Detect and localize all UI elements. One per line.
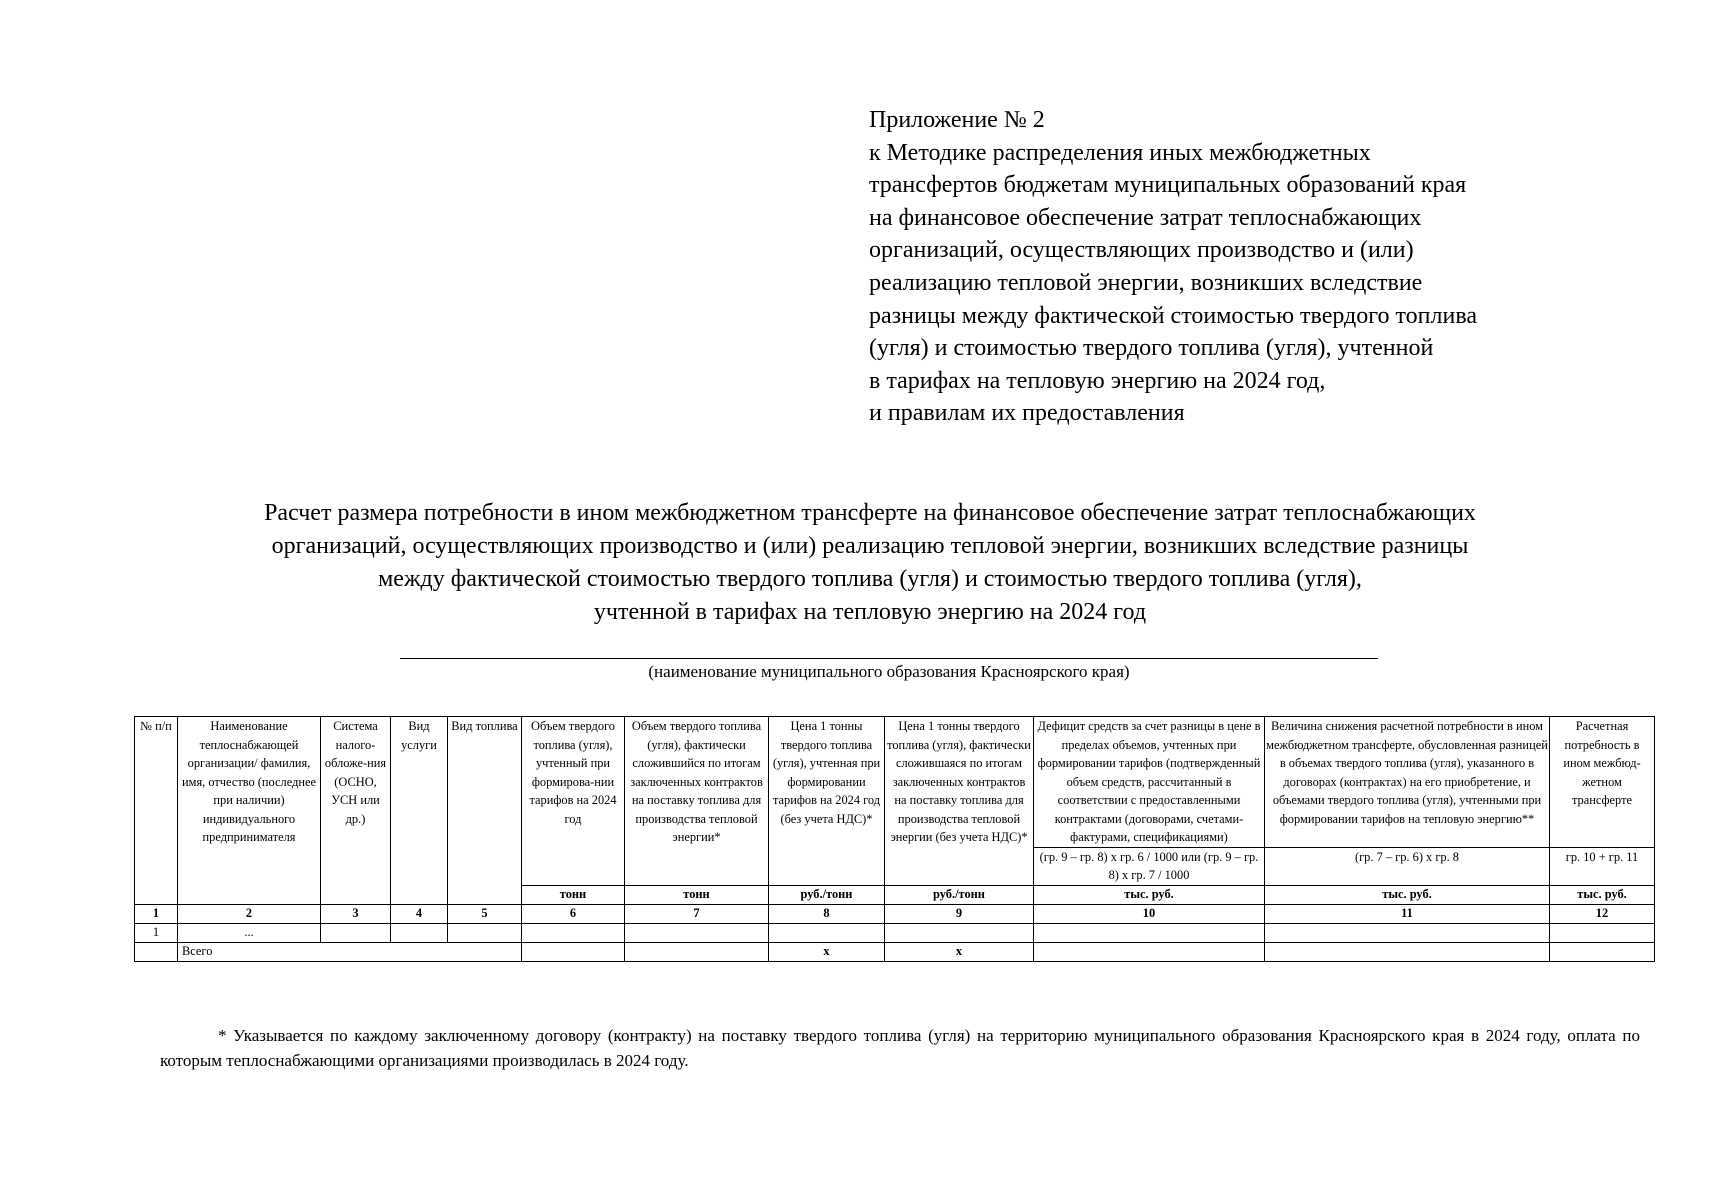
appendix-line: на финансовое обеспечение затрат теплоснабжающих xyxy=(869,204,1422,231)
colnum-9: 9 xyxy=(885,904,1034,923)
header-col-8: Цена 1 тонны твердого топлива (угля), учтенная при формировании тарифов на 2024 год (без учета НДС)* xyxy=(769,717,885,886)
appendix-line: (угля) и стоимостью твердого топлива (угля), учтенной xyxy=(869,335,1434,362)
colnum-5: 5 xyxy=(448,904,522,923)
unit-col-11: тыс. руб. xyxy=(1265,885,1550,904)
appendix-line: Приложение № 2 xyxy=(869,107,1045,133)
cell xyxy=(885,923,1034,942)
cell xyxy=(1265,942,1550,961)
unit-col-12: тыс. руб. xyxy=(1550,885,1655,904)
header-col-11: Величина снижения расчетной потребности в ином межбюджетном трансферте, обусловленная разницей в объемах твердого топлива (угля), указанного в договорах (контрактах) на его приобретение, и объемами твердого топлива (угля), учтенными при формировании тарифов на тепловую энергию** xyxy=(1265,717,1550,848)
unit-col-8: руб./тонн xyxy=(769,885,885,904)
appendix-line: разницы между фактической стоимостью твердого топлива xyxy=(869,302,1478,329)
total-label: Всего xyxy=(178,942,522,961)
header-col-12: Расчетная потребность в ином межбюд-жетном трансферте xyxy=(1550,717,1655,848)
colnum-7: 7 xyxy=(625,904,769,923)
colnum-6: 6 xyxy=(522,904,625,923)
cell xyxy=(625,942,769,961)
header-col-6: Объем твердого топлива (угля), учтенный при формирова-нии тарифов на 2024 год xyxy=(522,717,625,886)
title-line: между фактической стоимостью твердого топлива (угля) и стоимостью твердого топлива (угля), xyxy=(378,566,1362,592)
calculation-table xyxy=(134,716,1655,962)
appendix-line: реализацию тепловой энергии, возникших вследствие xyxy=(869,269,1423,296)
header-col-7: Объем твердого топлива (угля), фактически сложившийся по итогам заключенных контрактов на поставку топлива для производства тепловой энергии* xyxy=(625,717,769,886)
title-line: организаций, осуществляющих производство и (или) реализацию тепловой энергии, возникших вследствие разницы xyxy=(271,533,1469,559)
title-line: Расчет размера потребности в ином межбюджетном трансферте на финансовое обеспечение затрат теплоснабжающих xyxy=(264,500,1476,526)
header-col-10: Дефицит средств за счет разницы в цене в пределах объемов, учтенных при формировании тарифов (подтвержденный объем средств, рассчитанный в соответствии с предоставленными контрактами (договорами, счетами-фактурами, спецификациями) xyxy=(1034,717,1265,848)
title-line: учтенной в тарифах на тепловую энергию на 2024 год xyxy=(593,599,1147,625)
unit-col-9: руб./тонн xyxy=(885,885,1034,904)
footnote-text: * Указывается по каждому заключенному договору (контракту) на поставку твердого топлива (угля) на территорию муниципального образования Красноярского края в 2024 году, оплата по которым теплоснабжающими организациями производилась в 2024 году. xyxy=(160,1026,1640,1070)
row-number: 1 xyxy=(135,923,178,942)
table-row xyxy=(135,923,1655,942)
colnum-8: 8 xyxy=(769,904,885,923)
colnum-2: 2 xyxy=(178,904,321,923)
cell xyxy=(522,942,625,961)
municipality-caption: (наименование муниципального образования Красноярского края) xyxy=(648,662,1130,681)
header-col-9: Цена 1 тонны твердого топлива (угля), фактически сложившаяся по итогам заключенных контрактов на поставку топлива для производства тепловой энергии (без учета НДС)* xyxy=(885,717,1034,886)
footnote xyxy=(160,1023,1640,1073)
cell xyxy=(1265,923,1550,942)
appendix-line: организаций, осуществляющих производство и (или) xyxy=(869,237,1414,264)
cell xyxy=(448,923,522,942)
appendix-line: трансфертов бюджетам муниципальных образований края xyxy=(869,172,1467,199)
cell xyxy=(1550,942,1655,961)
formula-col-11: (гр. 7 – гр. 6) х гр. 8 xyxy=(1265,847,1550,885)
header-col-4: Вид услуги xyxy=(391,717,448,905)
cell xyxy=(321,923,391,942)
formula-col-12: гр. 10 + гр. 11 xyxy=(1550,847,1655,885)
colnum-10: 10 xyxy=(1034,904,1265,923)
colnum-11: 11 xyxy=(1265,904,1550,923)
colnum-12: 12 xyxy=(1550,904,1655,923)
total-col-9: х xyxy=(885,942,1034,961)
header-col-2: Наименование теплоснабжающей организации/ фамилия, имя, отчество (последнее при наличии) индивидуального предпринимателя xyxy=(178,717,321,905)
appendix-line: и правилам их предоставления xyxy=(869,400,1185,427)
appendix-line: в тарифах на тепловую энергию на 2024 год, xyxy=(869,367,1326,394)
cell xyxy=(1550,923,1655,942)
document-title xyxy=(120,497,1620,629)
colnum-1: 1 xyxy=(135,904,178,923)
cell xyxy=(522,923,625,942)
cell xyxy=(769,923,885,942)
colnum-3: 3 xyxy=(321,904,391,923)
municipality-fill-line xyxy=(400,658,1378,659)
header-col-3: Система налого-обложе-ния (ОСНО, УСН или др.) xyxy=(321,717,391,905)
cell xyxy=(1034,923,1265,942)
row-name: ... xyxy=(178,923,321,942)
total-col-8: х xyxy=(769,942,885,961)
colnum-4: 4 xyxy=(391,904,448,923)
cell xyxy=(1034,942,1265,961)
unit-col-6: тонн xyxy=(522,885,625,904)
total-row-number xyxy=(135,942,178,961)
total-row xyxy=(135,942,1655,961)
header-col-5: Вид топлива xyxy=(448,717,522,905)
unit-col-10: тыс. руб. xyxy=(1034,885,1265,904)
appendix-line: к Методике распределения иных межбюджетных xyxy=(869,139,1371,166)
cell xyxy=(625,923,769,942)
formula-col-10: (гр. 9 – гр. 8) х гр. 6 / 1000 или (гр. 9 – гр. 8) х гр. 7 / 1000 xyxy=(1034,847,1265,885)
cell xyxy=(391,923,448,942)
header-col-1: № п/п xyxy=(135,717,178,905)
appendix-header xyxy=(869,104,1689,430)
unit-col-7: тонн xyxy=(625,885,769,904)
